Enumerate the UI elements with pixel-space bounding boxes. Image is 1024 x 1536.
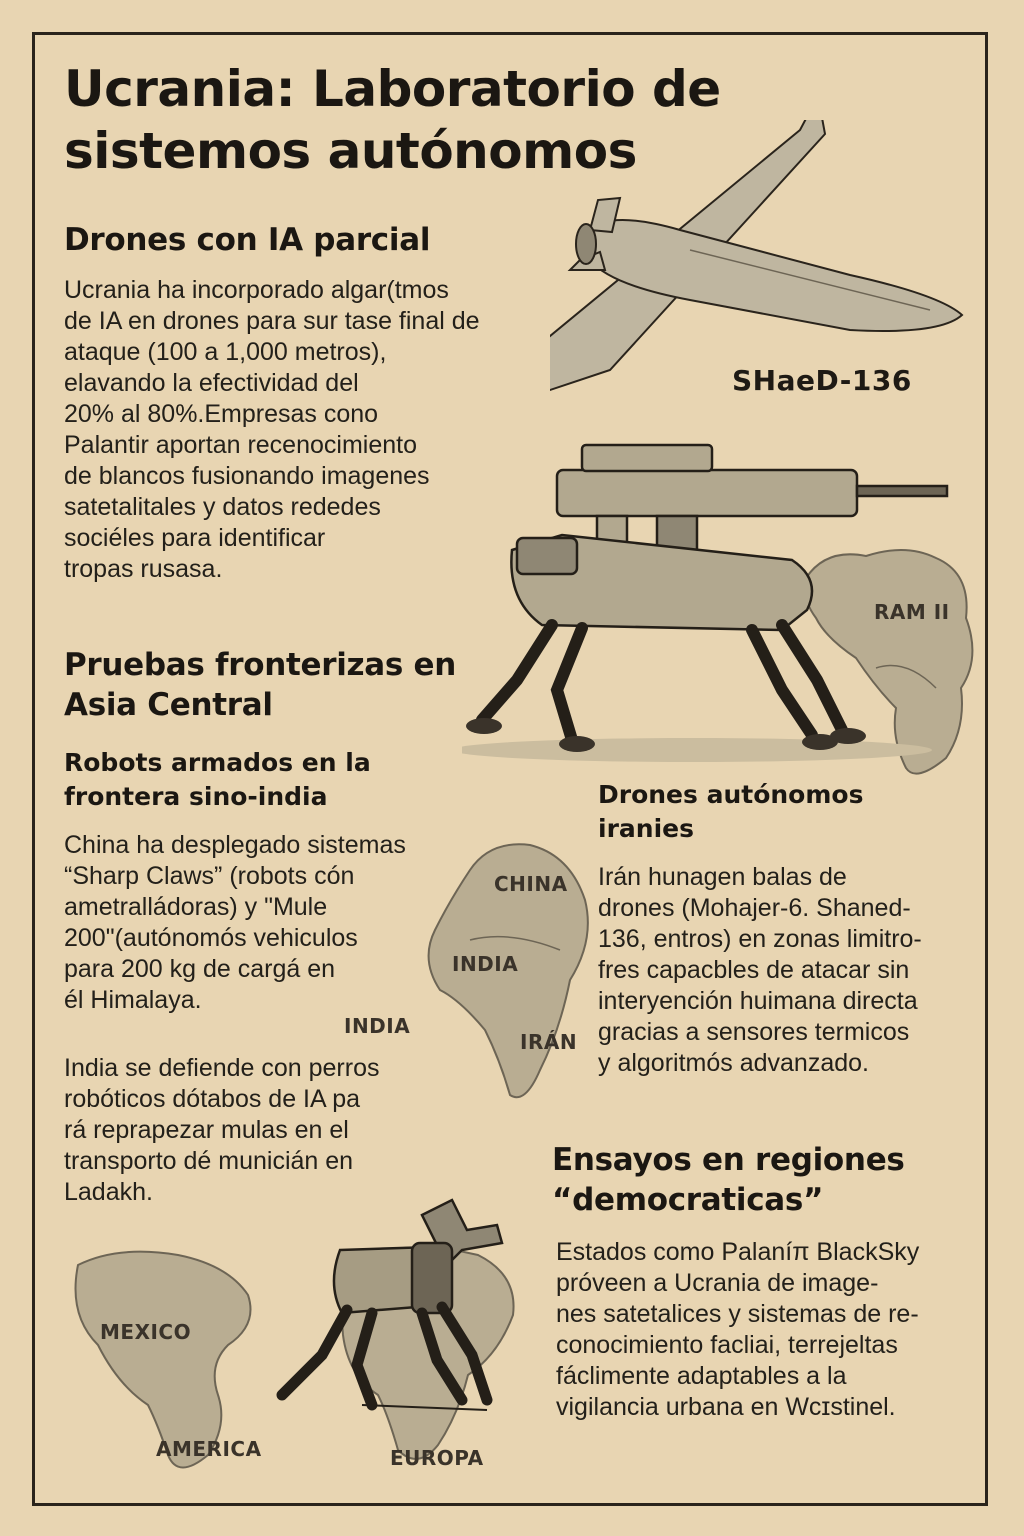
- china-label: CHINA: [494, 872, 568, 896]
- mexico-label: MEXICO: [100, 1320, 192, 1344]
- page-title: Ucrania: Laboratorio de sistemos autónomos: [64, 60, 721, 180]
- india-label-2: INDIA: [344, 1014, 411, 1038]
- text-robots-india: India se defiende con perros robóticos dótabos de IA pa rá reprapezar mulas en el transporto dé municián en Ladakh.: [64, 1054, 380, 1206]
- text-iranies: Irán hunagen balas de drones (Mohajer-6. Shaned- 136, entros) en zonas limitro- fres capacbles de atacar sin interyención huimana directa gracias a sensores termicos y algoritmós advanzado.: [598, 863, 922, 1077]
- text-drones-ia: Ucrania ha incorporado algar(tmos de IA en drones para sur tase final de ataque (100 a 1,000 metros), elavando la efectividad del 20% al 80%.Empresas cono Palantir aportan recenocimiento de blancos fusionando imagenes satetalitales y datos rededes sociéles para identificar tropas rusasa.: [64, 276, 480, 583]
- heading-robots: Robots armados en la frontera sino-india: [64, 748, 371, 811]
- america-label: AMERICA: [156, 1437, 262, 1461]
- drone-label: SHaeD-136: [732, 364, 912, 397]
- iran-label: IRÁN: [520, 1030, 578, 1054]
- heading-drones-ia: Drones con IA parcial: [64, 222, 431, 258]
- india-label: INDIA: [452, 952, 519, 976]
- europa-label: EUROPA: [390, 1446, 484, 1470]
- heading-pruebas: Pruebas fronterizas en Asia Central: [64, 647, 457, 723]
- ram-label: RAM II: [874, 600, 950, 624]
- text-ensayos: Estados como Palaníπ BlackSky próveen a Ucrania de image- nes satetalices y sistemas de re- conocimiento facliai, terrejeltas fáclimente adaptables a la vigilancia urbana en Wcɪstinel.: [556, 1238, 920, 1421]
- heading-ensayos: Ensayos en regiones “democraticas”: [552, 1142, 905, 1218]
- robot-dog-illustration: [262, 1195, 532, 1420]
- text-robots-china: China ha desplegado sistemas “Sharp Claws” (robots cón ametralládoras) y "Mule 200"(autónomós vehiculos para 200 kg de cargá en él Himalaya.: [64, 831, 406, 1014]
- heading-iranies: Drones autónomos iranies: [598, 780, 864, 843]
